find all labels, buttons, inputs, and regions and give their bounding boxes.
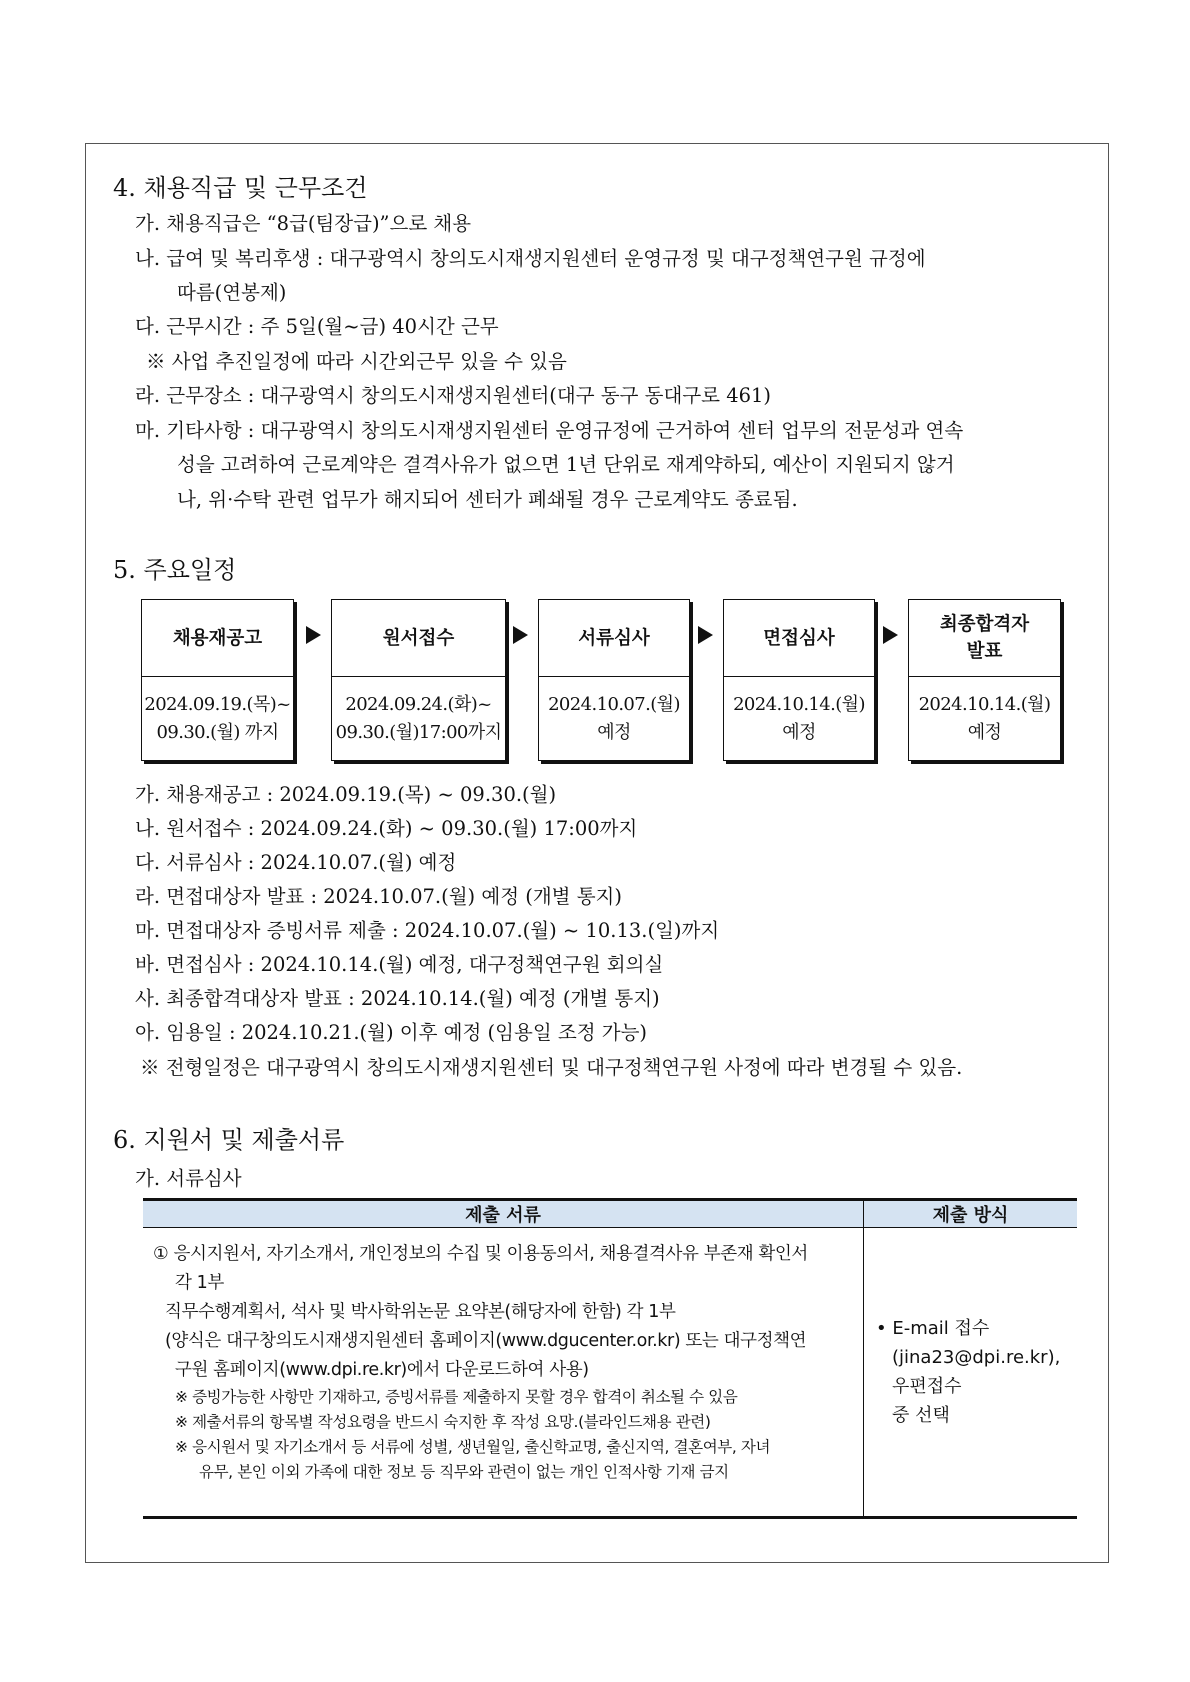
s4-item: 마. 기타사항 : 대구광역시 창의도시재생지원센터 운영규정에 근거하여 센터 업무의 전문성과 연속 <box>135 419 964 442</box>
method-line: 우편접수 <box>892 1376 962 1397</box>
doc-line: ① 응시지원서, 자기소개서, 개인정보의 수집 및 이용동의서, 채용결격사유 부존재 확인서 <box>153 1244 808 1264</box>
flow-step-reannounce <box>141 599 294 761</box>
doc-line: 직무수행계획서, 석사 및 박사학위논문 요약본(해당자에 한함) 각 1부 <box>165 1302 676 1322</box>
flow-step-label: 원서접수 <box>332 600 505 677</box>
s6-subtitle: 가. 서류심사 <box>135 1167 242 1190</box>
flow-step-document-review <box>538 599 690 761</box>
section-4-title: 4. 채용직급 및 근무조건 <box>113 174 368 202</box>
method-line: (jina23@dpi.re.kr), <box>892 1347 1061 1368</box>
arrow-right-icon <box>883 626 898 644</box>
s4-item: 나. 급여 및 복리후생 : 대구광역시 창의도시재생지원센터 운영규정 및 대구정책연구원 규정에 <box>135 247 926 270</box>
header-method: 제출 방식 <box>864 1200 1078 1228</box>
arrow-right-icon <box>306 626 321 644</box>
s5-item: 라. 면접대상자 발표 : 2024.10.07.(월) 예정 (개별 통지) <box>135 885 622 908</box>
doc-line: 구원 홈페이지(www.dpi.re.kr)에서 다운로드하여 사용) <box>175 1360 589 1380</box>
flow-step-date: 2024.10.14.(월) 예정 <box>733 693 865 743</box>
arrow-right-icon <box>698 626 713 644</box>
s5-item: 나. 원서접수 : 2024.09.24.(화) ~ 09.30.(월) 17:00까지 <box>135 817 638 840</box>
flow-step-date: 2024.09.24.(화)~ 09.30.(월)17:00까지 <box>335 693 502 743</box>
s5-item: 마. 면접대상자 증빙서류 제출 : 2024.10.07.(월) ~ 10.13.(일)까지 <box>135 919 720 942</box>
s5-note: ※ 전형일정은 대구광역시 창의도시재생지원센터 및 대구정책연구원 사정에 따라 변경될 수 있음. <box>140 1056 963 1079</box>
s5-item: 사. 최종합격대상자 발표 : 2024.10.14.(월) 예정 (개별 통지) <box>135 987 660 1010</box>
flow-step-label: 서류심사 <box>539 600 689 677</box>
s4-note: ※ 사업 추진일정에 따라 시간외근무 있을 수 있음 <box>146 350 567 373</box>
section-6-title: 6. 지원서 및 제출서류 <box>113 1126 345 1154</box>
s5-item: 다. 서류심사 : 2024.10.07.(월) 예정 <box>135 851 457 874</box>
s4-item: 가. 채용직급은 “8급(팀장급)”으로 채용 <box>135 212 472 235</box>
arrow-right-icon <box>513 626 528 644</box>
documents-cell <box>143 1228 864 1518</box>
doc-note: 유무, 본인 이외 가족에 대한 정보 등 직무와 관련이 없는 개인 인적사항 기재 금지 <box>199 1463 729 1481</box>
flow-step-label: 면접심사 <box>724 600 874 677</box>
s4-item: 다. 근무시간 : 주 5일(월~금) 40시간 근무 <box>135 315 499 338</box>
s4-item-cont: 따름(연봉제) <box>177 281 287 304</box>
flow-step-date: 2024.09.19.(목)~ 09.30.(월) 까지 <box>144 693 291 743</box>
method-line: 중 선택 <box>892 1405 950 1426</box>
submission-table <box>143 1198 1077 1519</box>
s4-item-cont: 나, 위·수탁 관련 업무가 해지되어 센터가 폐쇄될 경우 근로계약도 종료됨. <box>177 488 798 511</box>
s5-item: 아. 임용일 : 2024.10.21.(월) 이후 예정 (임용일 조정 가능) <box>135 1021 648 1044</box>
flow-step-date: 2024.10.07.(월) 예정 <box>548 693 680 743</box>
s4-item-cont: 성을 고려하여 근로계약은 결격사유가 없으면 1년 단위로 재계약하되, 예산이 지원되지 않거 <box>177 453 955 476</box>
flow-step-final-result <box>908 599 1061 761</box>
method-line: • E-mail 접수 <box>876 1318 990 1339</box>
s4-item: 라. 근무장소 : 대구광역시 창의도시재생지원센터(대구 동구 동대구로 461) <box>135 384 772 407</box>
doc-line: 각 1부 <box>175 1273 224 1293</box>
doc-note: ※ 증빙가능한 사항만 기재하고, 증빙서류를 제출하지 못할 경우 합격이 취소될 수 있음 <box>175 1388 738 1406</box>
header-documents: 제출 서류 <box>143 1200 864 1228</box>
section-5-title: 5. 주요일정 <box>113 556 237 584</box>
doc-note: ※ 응시원서 및 자기소개서 등 서류에 성별, 생년월일, 출신학교명, 출신지역, 결혼여부, 자녀 <box>175 1438 771 1456</box>
s5-item: 가. 채용재공고 : 2024.09.19.(목) ~ 09.30.(월) <box>135 783 557 806</box>
flow-step-interview <box>723 599 875 761</box>
flow-step-label: 최종합격자 발표 <box>909 600 1060 677</box>
doc-line: (양식은 대구창의도시재생지원센터 홈페이지(www.dgucenter.or.kr) 또는 대구정책연 <box>165 1331 807 1351</box>
flow-step-date: 2024.10.14.(월) 예정 <box>918 693 1051 743</box>
flow-step-label: 채용재공고 <box>142 600 293 677</box>
flow-step-application <box>331 599 506 761</box>
method-cell <box>864 1228 1078 1518</box>
doc-note: ※ 제출서류의 항목별 작성요령을 반드시 숙지한 후 작성 요망.(블라인드채용 관련) <box>175 1413 711 1431</box>
s5-item: 바. 면접심사 : 2024.10.14.(월) 예정, 대구정책연구원 회의실 <box>135 953 664 976</box>
